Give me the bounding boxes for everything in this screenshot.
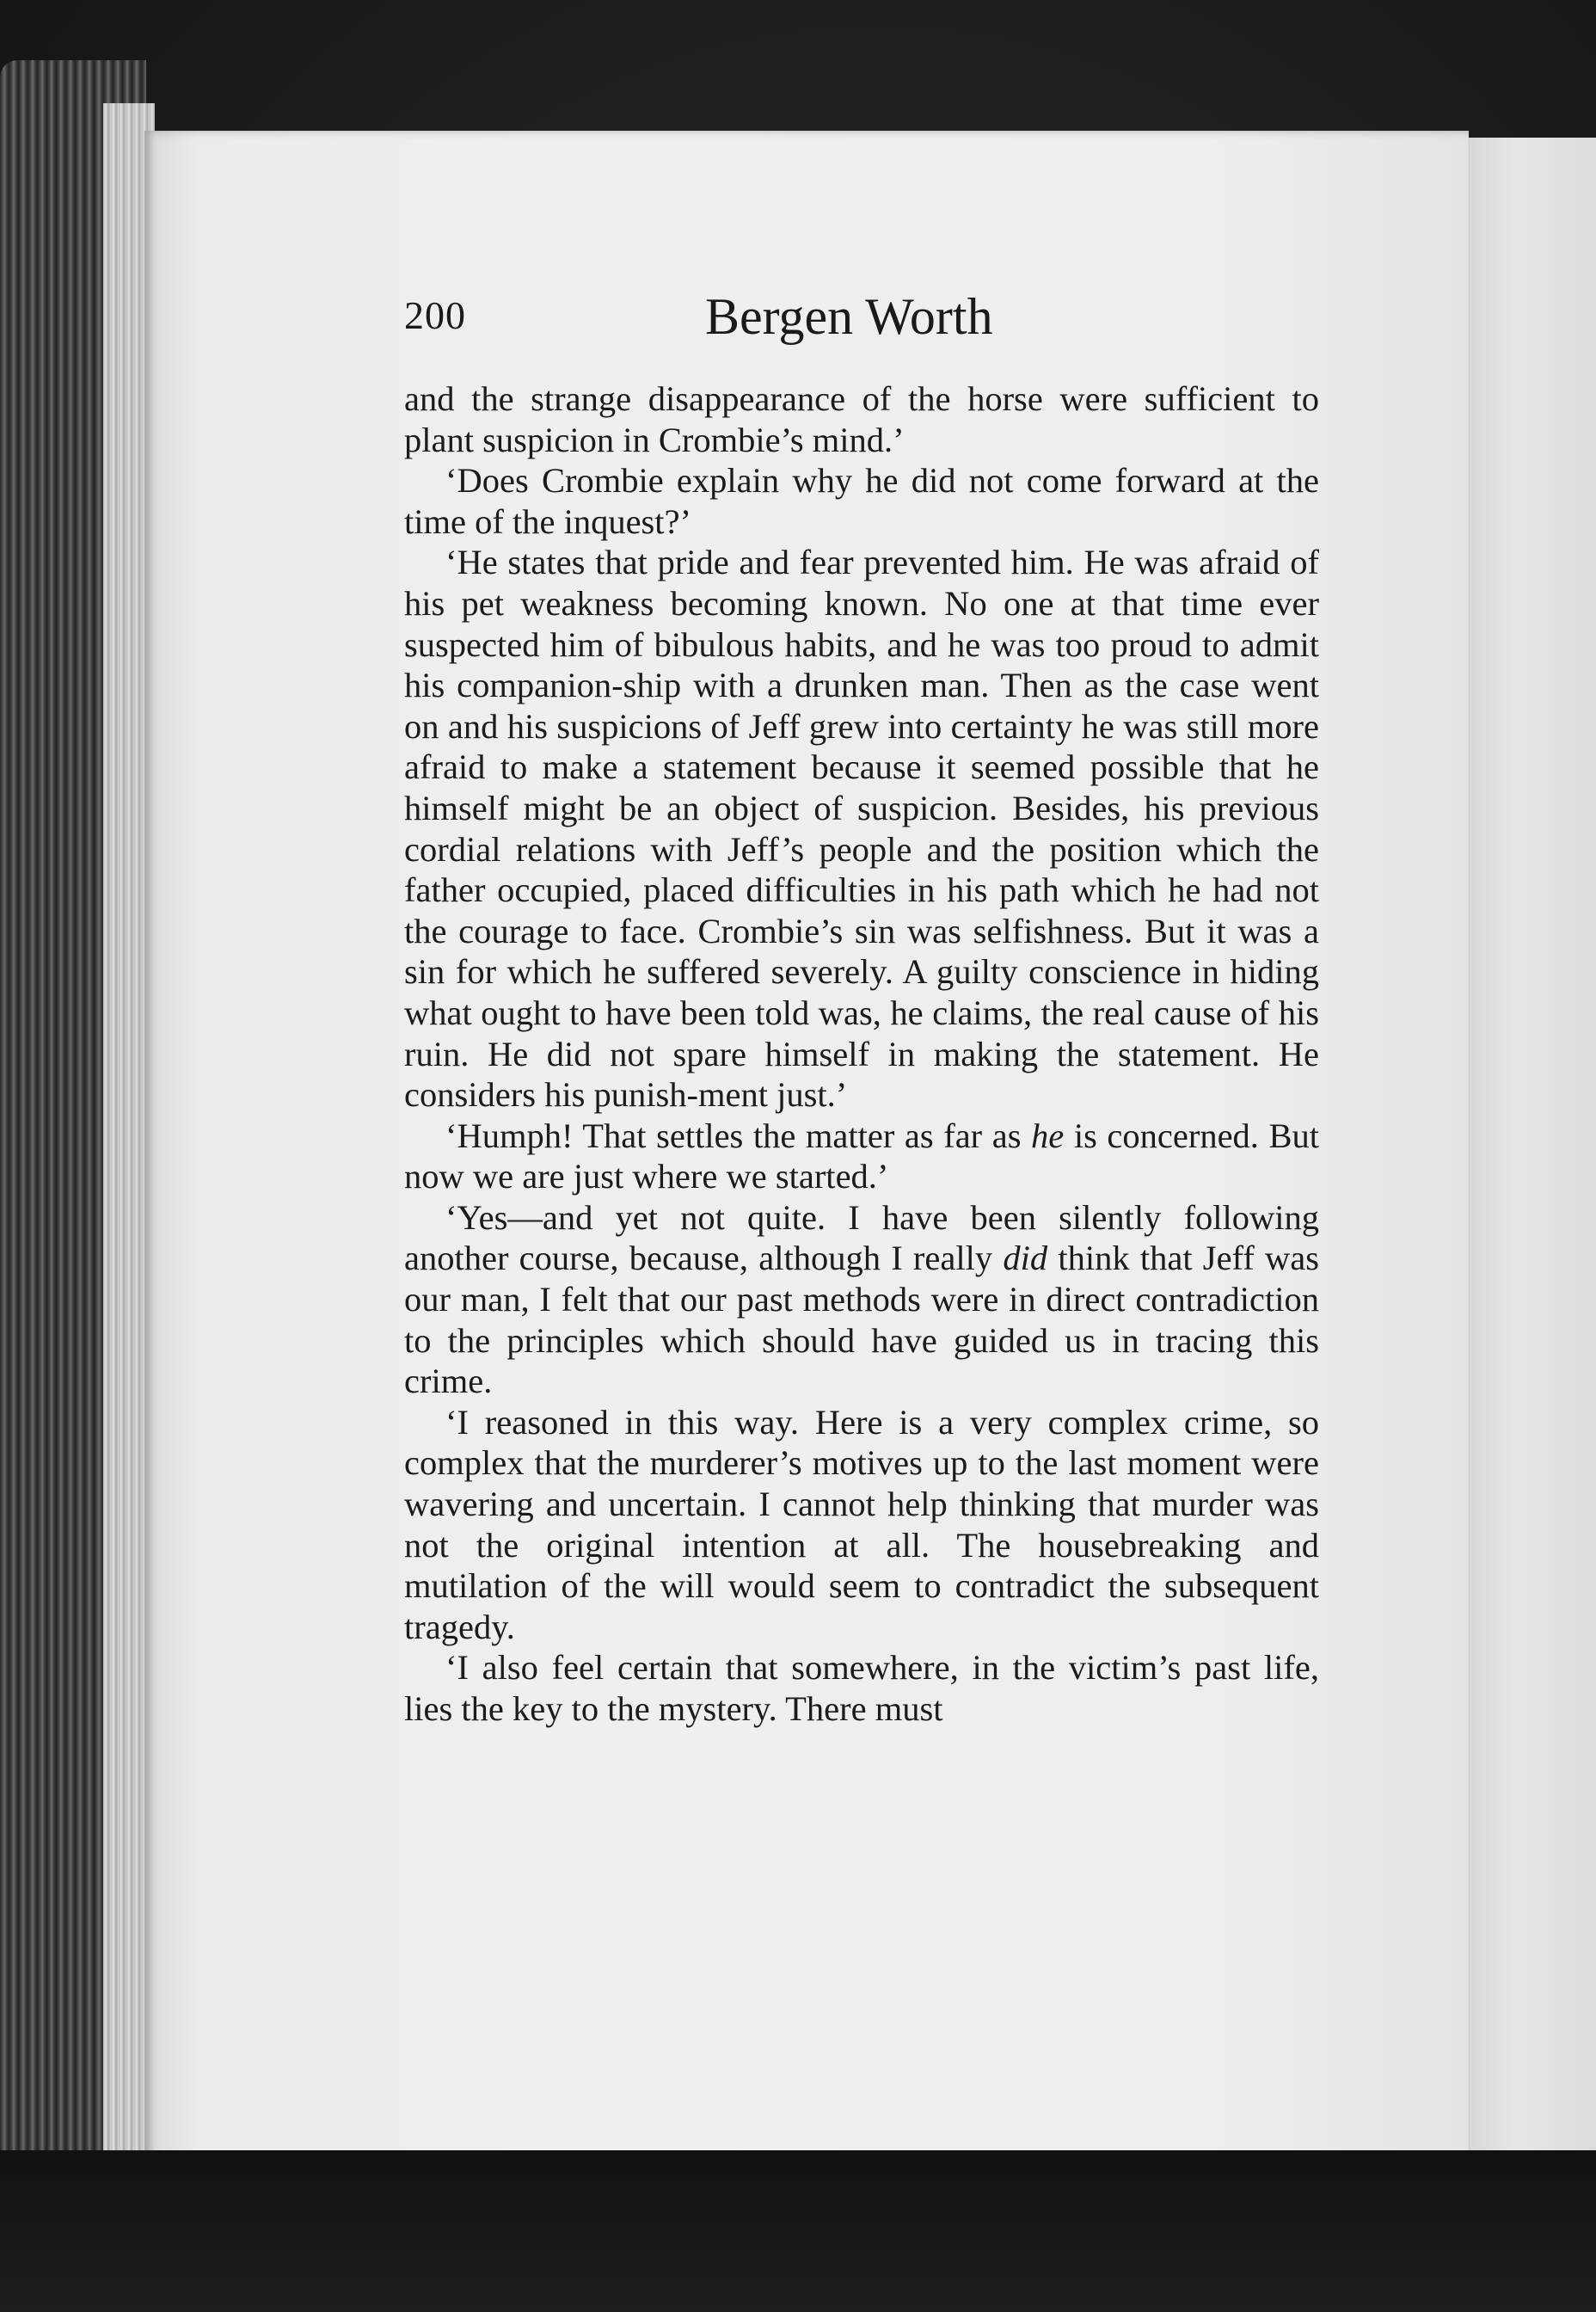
facing-page-edge — [1462, 138, 1596, 2159]
italic-word: he — [1031, 1116, 1065, 1155]
body-text — [404, 378, 1319, 1730]
paragraph: ‘I reasoned in this way. Here is a very complex crime, so complex that the murderer’s motives up to the last moment were wavering and uncertain. I cannot help thinking that murder was not the original intention at all. The housebreaking and mutilation of the will would seem to contradict the subsequent tragedy. — [404, 1402, 1319, 1646]
italic-word: did — [1003, 1239, 1048, 1278]
text-run: is concerned. But now we are just where we started.’ — [404, 1116, 1319, 1196]
text-run: think that Jeff was our man, I felt that our past methods were in direct contradiction to the principles which should have guided us in tracing this crime. — [404, 1239, 1319, 1401]
running-head-title: Bergen Worth — [705, 288, 993, 345]
paragraph — [404, 1116, 1319, 1197]
text-run: ‘Humph! That settles the matter as far as — [445, 1116, 1032, 1155]
paragraph: ‘He states that pride and fear prevented him. He was afraid of his pet weakness becoming known. No one at that time ever suspected him of bibulous habits, and he was too proud to admit his companion-ship with a drunken man. Then as the case went on and his suspicions of Jeff grew into certainty he was still more afraid to make a statement because it seemed possible that he himself might be an object of suspicion. Besides, his previous cordial relations with Jeff’s people and the position which the father occupied, placed difficulties in his path which he had not the courage to face. Crombie’s sin was selfishness. But it was a sin for which he suffered severely. A guilty conscience in hiding what ought to have been told was, he claims, the real cause of his ruin. He did not spare himself in making the statement. He considers his punish-ment just.’ — [404, 543, 1319, 1115]
bottom-shadow — [0, 2150, 1596, 2312]
page-header — [404, 288, 1324, 361]
text-run: ‘Yes—and yet not quite. I have been silently following another course, because, although I really — [404, 1197, 1319, 1278]
paragraph: ‘I also feel certain that somewhere, in the victim’s past life, lies the key to the mystery. There must — [404, 1648, 1319, 1728]
page-number: 200 — [404, 293, 466, 337]
paragraph: and the strange disappearance of the horse were sufficient to plant suspicion in Crombie’s mind.’ — [404, 379, 1319, 459]
paragraph — [404, 1197, 1319, 1402]
paragraph: ‘Does Crombie explain why he did not come forward at the time of the inquest?’ — [404, 461, 1319, 541]
